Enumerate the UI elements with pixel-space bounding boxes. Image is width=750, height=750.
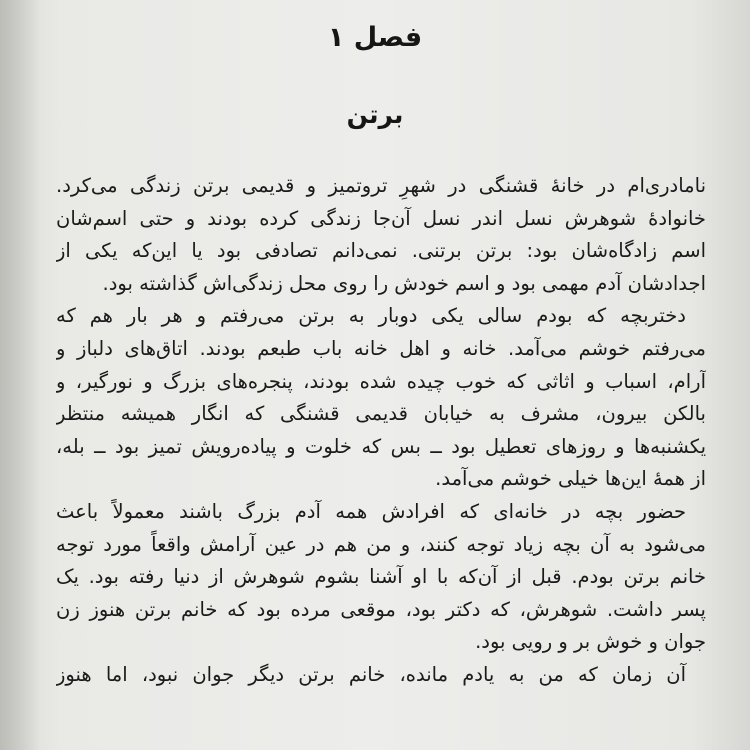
text-line: اجدادشان آدم مهمی بود و اسم خودش را روی محل زندگی‌اش گذاشته بود.: [102, 271, 706, 295]
text-line: آرام، اسباب و اثاثی که خوب چیده شده بودند، پنجره‌های بزرگ و نورگیر، و: [56, 369, 706, 393]
text-line: می‌رفتم خوشم می‌آمد. خانه و اهل خانه باب طبعم بودند. اتاق‌های دلباز و: [56, 336, 706, 360]
chapter-title: فصل ۱: [327, 22, 423, 53]
text-line: نامادری‌ام در خانۀ قشنگی در شهرِ تروتمیز و قدیمی برتن زندگی می‌کرد.: [56, 174, 706, 197]
text-line: دختربچه که بودم سالی یکی دوبار به برتن می‌رفتم و هر بار هم که: [56, 304, 686, 328]
text-line: از همۀ این‌ها خیلی خوشم می‌آمد.: [435, 467, 706, 491]
text-line: جوان و خوش بر و رویی بود.: [475, 630, 706, 654]
text-line: اسم زادگاه‌شان بود: برتن برتنی. نمی‌دانم تصادفی بود یا این‌که یکی از: [56, 239, 706, 263]
section-title: برتن: [346, 100, 404, 129]
text-line: بالکن بیرون، مشرف به خیابان قدیمی قشنگی که انگار همیشه منتظر: [56, 402, 706, 426]
text-line: آن زمان که من به یادم مانده، خانم برتن دیگر جوان نبود، اما هنوز: [56, 662, 686, 686]
text-line: پسر داشت. شوهرش، که دکتر بود، موقعی مرده بود که خانم برتن هنوز زن: [56, 597, 706, 621]
text-line: خانوادۀ شوهرش نسل اندر نسل آن‌جا زندگی کرده بودند و حتی اسم‌شان: [56, 206, 706, 230]
text-line: خانم برتن بودم. قبل از آن‌که با او آشنا بشوم شوهرش از دنیا رفته بود. یک: [56, 565, 706, 589]
text-line: حضور بچه در خانه‌ای که افرادش همه آدم بزرگ باشند معمولاً باعث: [56, 499, 686, 523]
text-line: می‌شود به آن بچه زیاد توجه کنند، و من هم در عین آرامش واقعاً مورد توجه: [56, 532, 706, 556]
body-text: [56, 170, 706, 692]
text-line: یکشنبه‌ها و روزهای تعطیل بود ــ بس که خلوت و پیاده‌رویش تمیز بود ــ بله،: [56, 434, 706, 458]
